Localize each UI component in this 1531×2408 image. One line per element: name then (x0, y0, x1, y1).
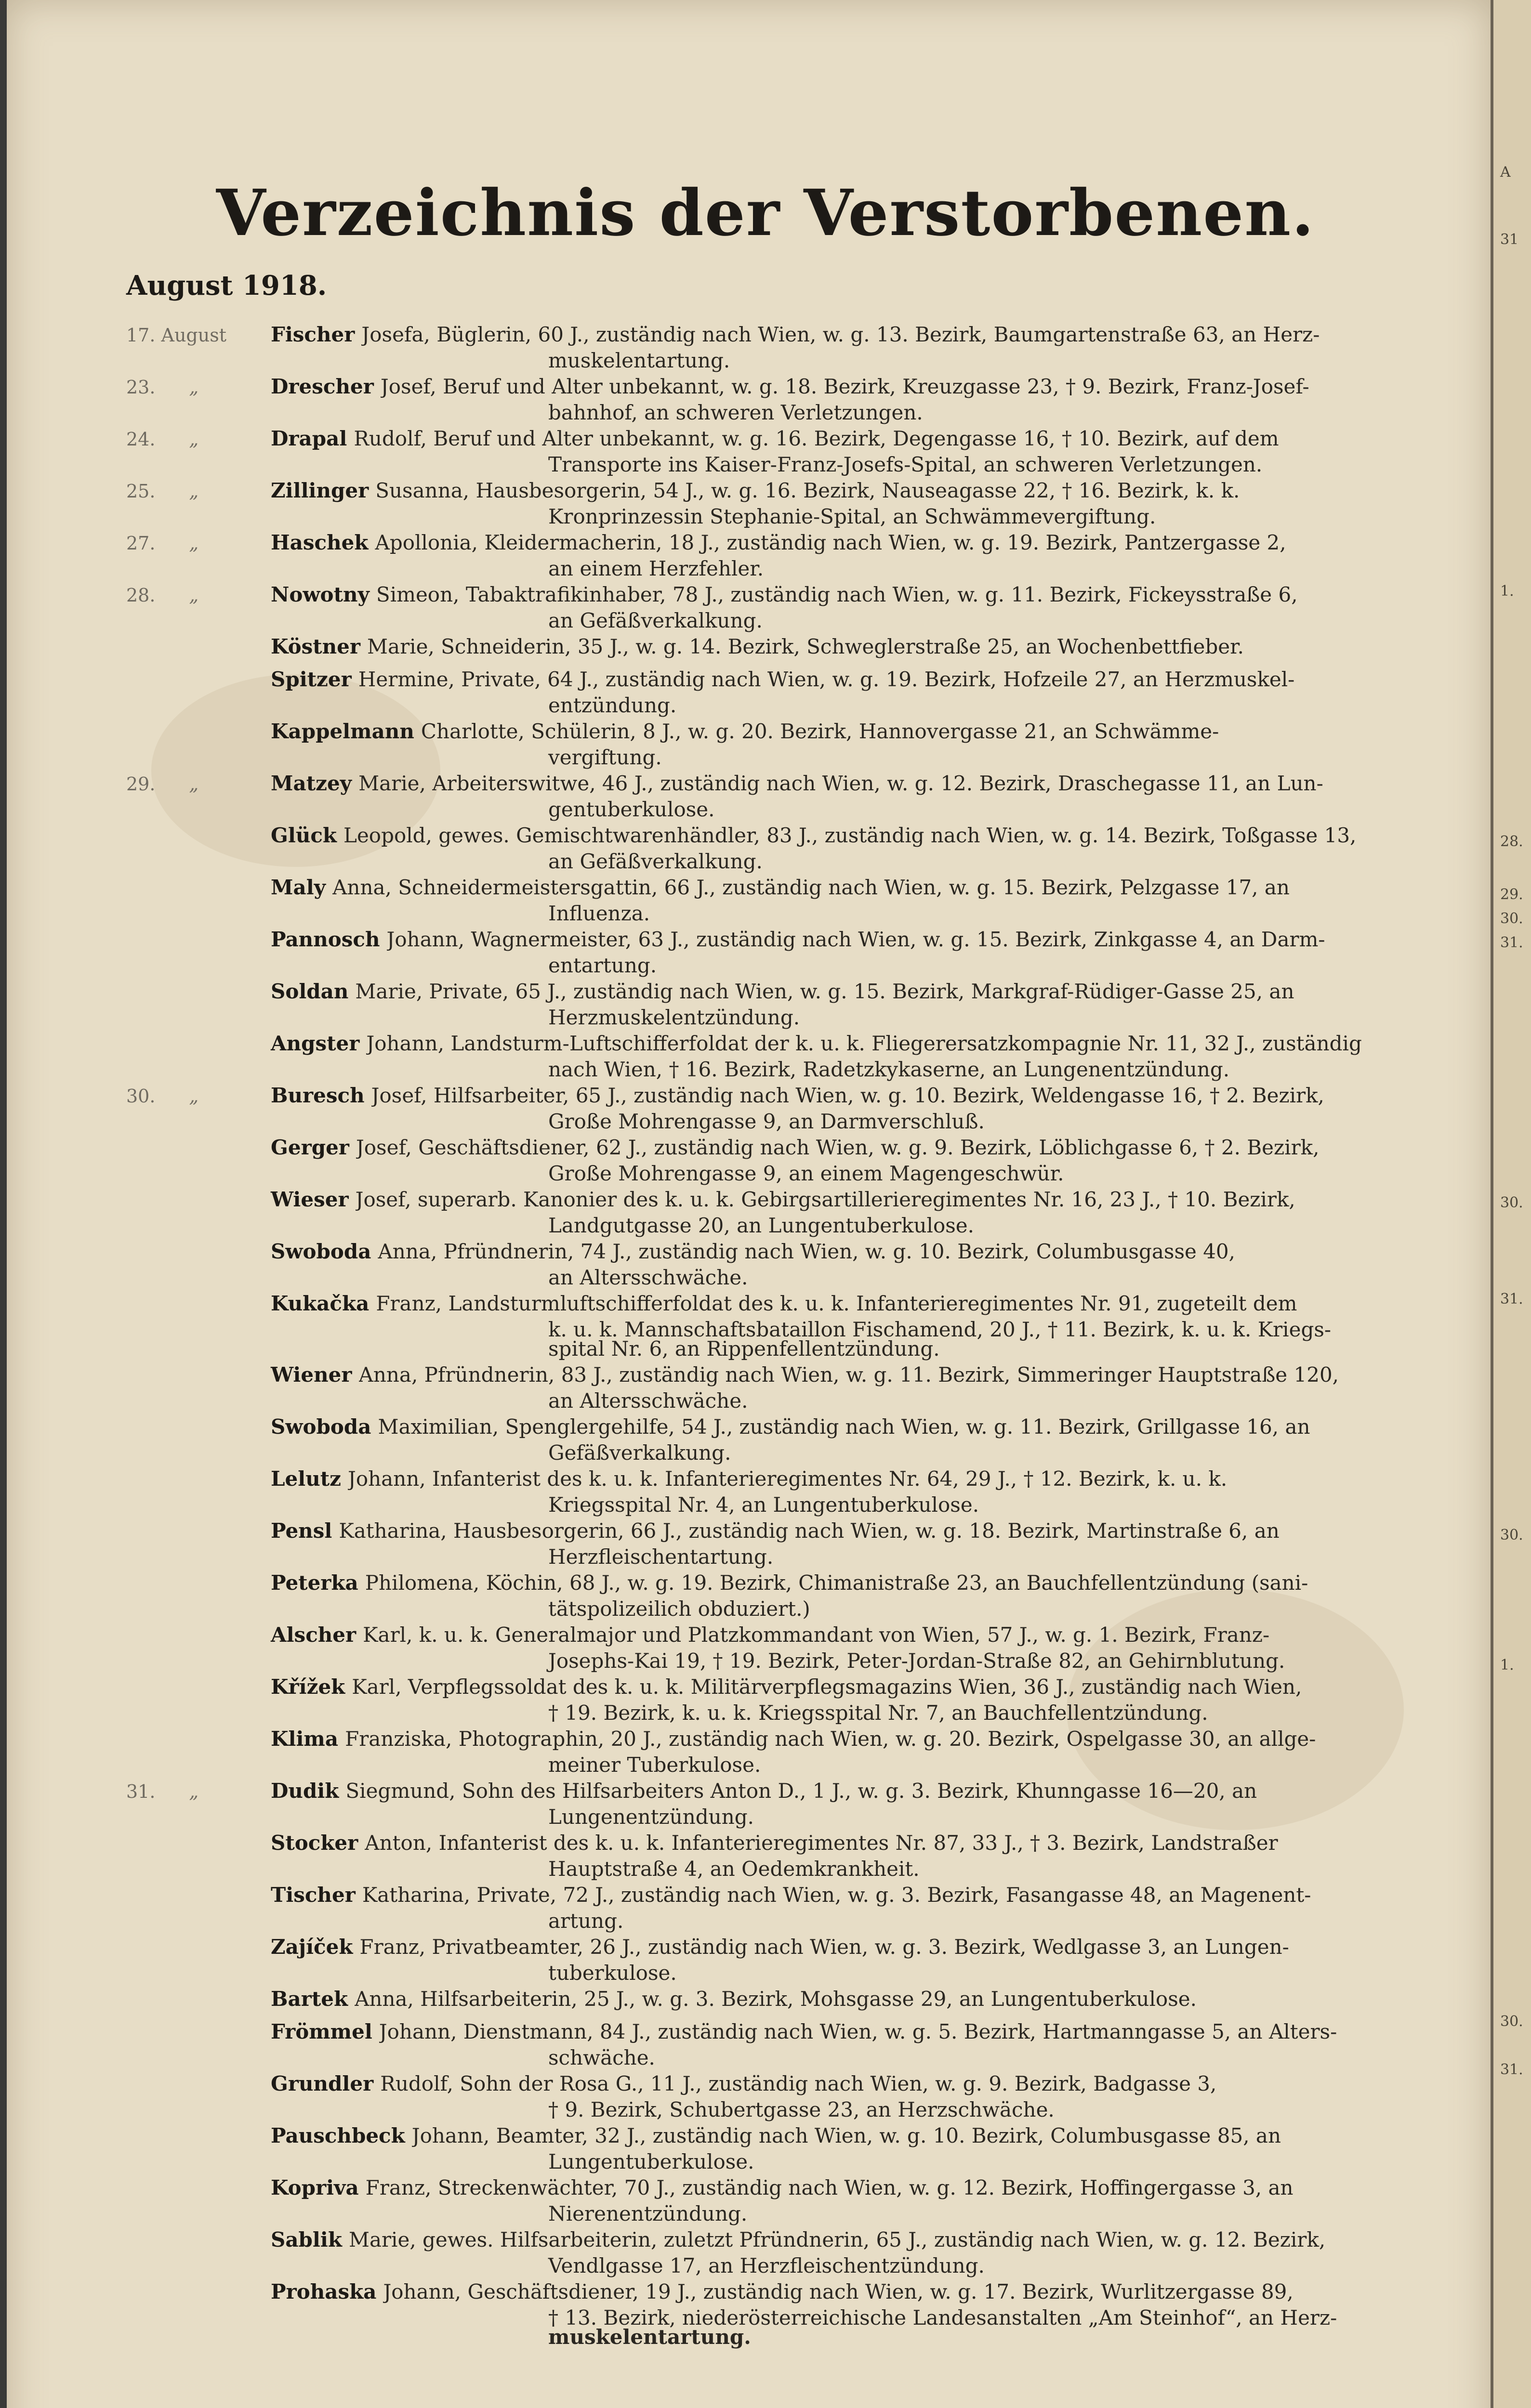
entry-details: Hermine, Private, 64 J., zuständig nach Wien, w. g. 19. Bezirk, Hofzeile 27, an Herzmuskel- (358, 667, 1295, 691)
death-register-list (126, 323, 1427, 2351)
entry-date-text: 23. (126, 377, 156, 398)
register-entry (126, 479, 1427, 531)
entry-surname: Drapal (271, 427, 347, 450)
entry-surname: Zajíček (271, 1935, 353, 1959)
entry-continuation: bahnhof, an schweren Verletzungen. (548, 401, 923, 424)
entry-date (126, 325, 271, 346)
register-entry (126, 1136, 1427, 1188)
entry-details: Apollonia, Kleidermacherin, 18 J., zuständig nach Wien, w. g. 19. Bezirk, Pantzergasse 2, (375, 531, 1286, 554)
entry-details: Josef, superarb. Kanonier des k. u. k. Gebirgsartillerieregimentes Nr. 16, 23 J., † 10. Bezirk, (355, 1188, 1295, 1211)
entry-surname: Kappelmann (271, 720, 414, 743)
entry-continuation: an Altersschwäche. (548, 1389, 748, 1413)
entry-details: Karl, Verpflegssoldat des k. u. k. Militärverpflegsmagazins Wien, 36 J., zuständig nach Wien, (352, 1675, 1302, 1699)
entry-surname: Alscher (271, 1623, 356, 1647)
entry-date-text: 28. (126, 585, 156, 606)
entry-details: Johann, Wagnermeister, 63 J., zuständig nach Wien, w. g. 15. Bezirk, Zinkgasse 4, an Darm- (386, 928, 1325, 951)
entry-surname: Fischer (271, 323, 355, 346)
entry-details: Franz, Streckenwächter, 70 J., zuständig nach Wien, w. g. 12. Bezirk, Hoffingergasse 3, an (365, 2176, 1293, 2199)
entry-continuation: spital Nr. 6, an Rippenfellentzündung. (548, 1337, 940, 1361)
ditto-mark: „ (189, 481, 199, 502)
register-entry (126, 667, 1427, 720)
entry-details: Marie, Schneiderin, 35 J., w. g. 14. Bezirk, Schweglerstraße 25, an Wochenbettfieber. (367, 635, 1244, 658)
entry-date (126, 773, 271, 795)
entry-details: Johann, Landsturm-Luftschifferfoldat der k. u. k. Fliegerersatzkompagnie Nr. 11, 32 J., zuständig (366, 1032, 1362, 1055)
entry-first-line (126, 1987, 1427, 2020)
entry-surname: Haschek (271, 531, 369, 554)
entry-continuation: an Gefäßverkalkung. (548, 850, 763, 873)
register-entry (126, 1987, 1427, 2020)
entry-continuation: entartung. (548, 954, 657, 977)
entry-continuation: Große Mohrengasse 9, an einem Magengeschwür. (548, 1162, 1064, 1185)
entry-continuation: meiner Tuberkulose. (548, 1753, 761, 1777)
entry-details: Siegmund, Sohn des Hilfsarbeiters Anton D., 1 J., w. g. 3. Bezirk, Khunngasse 16—20, an (345, 1779, 1257, 1803)
entry-details: Anna, Pfründnerin, 74 J., zuständig nach Wien, w. g. 10. Bezirk, Columbusgasse 40, (378, 1240, 1235, 1263)
entry-surname: Nowotny (271, 583, 370, 606)
register-entry (126, 1519, 1427, 1571)
entry-details: Rudolf, Beruf und Alter unbekannt, w. g. 16. Bezirk, Degengasse 16, † 10. Bezirk, auf dem (354, 427, 1279, 450)
register-entry (126, 2228, 1427, 2280)
entry-details: Franz, Privatbeamter, 26 J., zuständig nach Wien, w. g. 3. Bezirk, Wedlgasse 3, an Lungen- (359, 1935, 1289, 1959)
edge-fragment: 1. (1500, 583, 1514, 600)
entry-surname: Kukačka (271, 1292, 370, 1315)
register-entry (126, 1467, 1427, 1519)
entry-surname: Matzey (271, 772, 352, 795)
entry-date-text: 27. (126, 533, 156, 554)
ditto-mark: „ (189, 585, 199, 606)
entry-surname: Pannosch (271, 928, 380, 951)
register-entry (126, 1188, 1427, 1240)
entry-details: Franziska, Photographin, 20 J., zuständig nach Wien, w. g. 20. Bezirk, Ospelgasse 30, an allge- (345, 1727, 1316, 1751)
edge-fragment: 31. (1500, 1291, 1523, 1308)
entry-surname: Zillinger (271, 479, 369, 502)
entry-continuation: Nierenentzündung. (548, 2202, 748, 2225)
register-entry (126, 1727, 1427, 1779)
register-entry (126, 1623, 1427, 1675)
register-entry (126, 1292, 1427, 1363)
ditto-mark: „ (189, 429, 199, 450)
entry-continuation: schwäche. (548, 2046, 655, 2069)
register-entry (126, 1883, 1427, 1935)
entry-surname: Kopriva (271, 2176, 359, 2199)
entry-details: Marie, Private, 65 J., zuständig nach Wien, w. g. 15. Bezirk, Markgraf-Rüdiger-Gasse 25, an (355, 980, 1294, 1003)
register-entry (126, 1675, 1427, 1727)
entry-surname: Buresch (271, 1084, 365, 1107)
register-entry (126, 1363, 1427, 1415)
register-entry (126, 720, 1427, 772)
entry-continuation: Influenza. (548, 902, 650, 925)
register-entry (126, 876, 1427, 928)
entry-surname: Bartek (271, 1987, 348, 2011)
register-entry (126, 427, 1427, 479)
entry-continuation: Kriegsspital Nr. 4, an Lungentuberkulose. (548, 1493, 979, 1517)
entry-date-text: 24. (126, 429, 156, 450)
entry-surname: Spitzer (271, 667, 352, 691)
entry-continuation: muskelentartung. (548, 2325, 751, 2349)
entry-details: Charlotte, Schülerin, 8 J., w. g. 20. Bezirk, Hannovergasse 21, an Schwämme- (421, 720, 1219, 743)
entry-date-text: 31. (126, 1781, 156, 1802)
month-heading: August 1918. (126, 270, 327, 301)
entry-date (126, 377, 271, 398)
page-title: Verzeichnis der Verstorbenen. (216, 176, 1315, 250)
entry-details: Katharina, Private, 72 J., zuständig nach Wien, w. g. 3. Bezirk, Fasangasse 48, an Magenent- (362, 1883, 1311, 1907)
entry-details: Josef, Geschäftsdiener, 62 J., zuständig nach Wien, w. g. 9. Bezirk, Löblichgasse 6, † 2. Bezirk, (356, 1136, 1320, 1159)
ditto-mark: „ (189, 773, 199, 795)
entry-continuation: vergiftung. (548, 746, 662, 769)
ditto-mark: „ (189, 533, 199, 554)
register-entry (126, 2280, 1427, 2351)
edge-fragment: 28. (1500, 833, 1523, 850)
register-entry (126, 1571, 1427, 1623)
edge-fragment: 30. (1500, 1527, 1523, 1544)
register-entry (126, 2176, 1427, 2228)
entry-surname: Angster (271, 1032, 360, 1055)
register-entry (126, 1240, 1427, 1292)
entry-continuation: Herzmuskelentzündung. (548, 1006, 800, 1029)
edge-fragment: A (1500, 164, 1511, 181)
register-entry (126, 583, 1427, 635)
entry-details: Anna, Pfründnerin, 83 J., zuständig nach Wien, w. g. 11. Bezirk, Simmeringer Hauptstraße 120, (358, 1363, 1339, 1387)
entry-surname: Prohaska (271, 2280, 377, 2303)
entry-details: Anna, Hilfsarbeiterin, 25 J., w. g. 3. Bezirk, Mohsgasse 29, an Lungentuberkulose. (355, 1987, 1197, 2011)
entry-surname: Swoboda (271, 1240, 371, 1263)
entry-continuation: Herzfleischentartung. (548, 1545, 774, 1569)
entry-continuation: Lungenentzündung. (548, 1805, 754, 1829)
entry-details: Josefa, Büglerin, 60 J., zuständig nach Wien, w. g. 13. Bezirk, Baumgartenstraße 63, an Herz- (361, 323, 1320, 346)
entry-continuation: an Gefäßverkalkung. (548, 609, 763, 632)
ditto-mark: „ (189, 1781, 199, 1802)
register-entry (126, 635, 1427, 667)
edge-fragment: 1. (1500, 1657, 1514, 1674)
entry-continuation: an einem Herzfehler. (548, 557, 764, 580)
entry-continuation: artung. (548, 1909, 624, 1933)
entry-details: Marie, gewes. Hilfsarbeiterin, zuletzt Pfründnerin, 65 J., zuständig nach Wien, w. g. 12. Bezirk, (348, 2228, 1326, 2251)
adjacent-page-edge (1491, 0, 1531, 2408)
entry-details: Johann, Dienstmann, 84 J., zuständig nach Wien, w. g. 5. Bezirk, Hartmanngasse 5, an Alters- (379, 2020, 1337, 2043)
entry-details: Johann, Infanterist des k. u. k. Infanterieregimentes Nr. 64, 29 J., † 12. Bezirk, k. u. k. (348, 1467, 1227, 1491)
register-entry (126, 824, 1427, 876)
edge-fragment: 29. (1500, 886, 1523, 903)
entry-details: Philomena, Köchin, 68 J., w. g. 19. Bezirk, Chimanistraße 23, an Bauchfellentzündung (sani- (365, 1571, 1308, 1595)
ditto-mark: „ (189, 1086, 199, 1107)
entry-details: Susanna, Hausbesorgerin, 54 J., w. g. 16. Bezirk, Nauseagasse 22, † 16. Bezirk, k. k. (375, 479, 1240, 502)
entry-date (126, 1086, 271, 1107)
register-entry (126, 772, 1427, 824)
entry-continuation: tätspolizeilich obduziert.) (548, 1597, 810, 1621)
entry-continuation: an Altersschwäche. (548, 1266, 748, 1289)
register-entry (126, 1831, 1427, 1883)
edge-fragment: 30. (1500, 1194, 1523, 1211)
register-entry (126, 1779, 1427, 1831)
entry-continuation: † 9. Bezirk, Schubertgasse 23, an Herzschwäche. (548, 2098, 1055, 2121)
register-entry (126, 928, 1427, 980)
entry-date-text: 29. (126, 773, 156, 795)
register-entry (126, 1935, 1427, 1987)
entry-date-text: 17. August (126, 325, 226, 346)
entry-surname: Maly (271, 876, 326, 899)
register-entry (126, 531, 1427, 583)
entry-details: Simeon, Tabaktrafikinhaber, 78 J., zuständig nach Wien, w. g. 11. Bezirk, Fickeysstraße 6, (376, 583, 1298, 606)
entry-continuation: Kronprinzessin Stephanie-Spital, an Schwämmevergiftung. (548, 505, 1156, 528)
entry-surname: Křížek (271, 1675, 345, 1699)
entry-details: Josef, Beruf und Alter unbekannt, w. g. 18. Bezirk, Kreuzgasse 23, † 9. Bezirk, Franz-Josef- (380, 375, 1309, 398)
entry-continuation: Gefäßverkalkung. (548, 1441, 731, 1465)
entry-surname: Wiener (271, 1363, 352, 1387)
register-entry (126, 1084, 1427, 1136)
entry-continuation: † 13. Bezirk, niederösterreichische Landesanstalten „Am Steinhof“, an Herz- (548, 2306, 1337, 2329)
entry-surname: Glück (271, 824, 337, 847)
entry-continuation: entzündung. (548, 694, 677, 717)
entry-first-line (126, 635, 1427, 667)
entry-continuation: Hauptstraße 4, an Oedemkrankheit. (548, 1857, 920, 1881)
entry-surname: Dudik (271, 1779, 339, 1803)
entry-surname: Grundler (271, 2072, 374, 2095)
register-entry (126, 323, 1427, 375)
entry-surname: Wieser (271, 1188, 349, 1211)
entry-continuation: muskelentartung. (548, 349, 730, 372)
register-entry (126, 2020, 1427, 2072)
entry-continuation: Josephs-Kai 19, † 19. Bezirk, Peter-Jordan-Straße 82, an Gehirnblutung. (548, 1649, 1285, 1673)
entry-details: Anton, Infanterist des k. u. k. Infanterieregimentes Nr. 87, 33 J., † 3. Bezirk, Landstraßer (365, 1831, 1278, 1855)
entry-surname: Soldan (271, 980, 349, 1003)
register-entry (126, 2124, 1427, 2176)
entry-surname: Stocker (271, 1831, 358, 1855)
entry-date (126, 429, 271, 450)
entry-continuation: Landgutgasse 20, an Lungentuberkulose. (548, 1214, 975, 1237)
entry-date-text: 30. (126, 1086, 156, 1107)
edge-fragment: 31. (1500, 934, 1523, 951)
edge-fragment: 31 (1500, 231, 1519, 248)
entry-details: Katharina, Hausbesorgerin, 66 J., zuständig nach Wien, w. g. 18. Bezirk, Martinstraße 6, an (339, 1519, 1280, 1543)
entry-continuation: nach Wien, † 16. Bezirk, Radetzkykaserne, an Lungenentzündung. (548, 1058, 1230, 1081)
entry-date (126, 533, 271, 554)
entry-surname: Klima (271, 1727, 339, 1751)
entry-surname: Lelutz (271, 1467, 341, 1491)
edge-fragment: 30. (1500, 910, 1523, 927)
entry-date (126, 481, 271, 502)
entry-details: Johann, Beamter, 32 J., zuständig nach Wien, w. g. 10. Bezirk, Columbusgasse 85, an (411, 2124, 1281, 2147)
entry-surname: Drescher (271, 375, 374, 398)
entry-surname: Gerger (271, 1136, 349, 1159)
entry-details: Johann, Geschäftsdiener, 19 J., zuständig nach Wien, w. g. 17. Bezirk, Wurlitzergasse 89, (383, 2280, 1293, 2303)
entry-continuation: Vendlgasse 17, an Herzfleischentzündung. (548, 2254, 985, 2277)
entry-details: Maximilian, Spenglergehilfe, 54 J., zuständig nach Wien, w. g. 11. Bezirk, Grillgasse 16, an (378, 1415, 1310, 1439)
entry-surname: Swoboda (271, 1415, 371, 1439)
entry-continuation: gentuberkulose. (548, 798, 715, 821)
entry-date-text: 25. (126, 481, 156, 502)
entry-details: Rudolf, Sohn der Rosa G., 11 J., zuständig nach Wien, w. g. 9. Bezirk, Badgasse 3, (380, 2072, 1217, 2095)
register-entry (126, 375, 1427, 427)
entry-continuation: tuberkulose. (548, 1961, 677, 1985)
entry-continuation: Große Mohrengasse 9, an Darmverschluß. (548, 1110, 985, 1133)
entry-continuation: k. u. k. Mannschaftsbataillon Fischamend, 20 J., † 11. Bezirk, k. u. k. Kriegs- (548, 1318, 1332, 1341)
entry-details: Karl, k. u. k. Generalmajor und Platzkommandant von Wien, 57 J., w. g. 1. Bezirk, Franz- (363, 1623, 1270, 1647)
entry-continuation: Transporte ins Kaiser-Franz-Josefs-Spital, an schweren Verletzungen. (548, 453, 1263, 476)
entry-date (126, 585, 271, 606)
entry-surname: Pauschbeck (271, 2124, 405, 2147)
entry-surname: Köstner (271, 635, 361, 658)
edge-fragment: 31. (1500, 2061, 1523, 2078)
entry-details: Anna, Schneidermeistersgattin, 66 J., zuständig nach Wien, w. g. 15. Bezirk, Pelzgasse 17, an (332, 876, 1290, 899)
entry-surname: Pensl (271, 1519, 332, 1543)
entry-surname: Sablik (271, 2228, 342, 2251)
entry-continuation: Lungentuberkulose. (548, 2150, 754, 2173)
register-entry (126, 1032, 1427, 1084)
entry-details: Marie, Arbeiterswitwe, 46 J., zuständig nach Wien, w. g. 12. Bezirk, Draschegasse 11, an Lun- (358, 772, 1323, 795)
register-entry (126, 1415, 1427, 1467)
entry-surname: Peterka (271, 1571, 358, 1595)
register-entry (126, 980, 1427, 1032)
ditto-mark: „ (189, 377, 199, 398)
register-entry (126, 2072, 1427, 2124)
entry-details: Leopold, gewes. Gemischtwarenhändler, 83 J., zuständig nach Wien, w. g. 14. Bezirk, Toßgasse 13, (343, 824, 1357, 847)
entry-details: Josef, Hilfsarbeiter, 65 J., zuständig nach Wien, w. g. 10. Bezirk, Weldengasse 16, † 2. Bezirk, (371, 1084, 1324, 1107)
entry-surname: Frömmel (271, 2020, 372, 2043)
edge-fragment: 30. (1500, 2013, 1523, 2030)
entry-details: Franz, Landsturmluftschifferfoldat des k. u. k. Infanterieregimentes Nr. 91, zugeteilt dem (376, 1292, 1297, 1315)
entry-surname: Tischer (271, 1883, 356, 1907)
entry-continuation: † 19. Bezirk, k. u. k. Kriegsspital Nr. 7, an Bauchfellentzündung. (548, 1701, 1208, 1725)
entry-date (126, 1781, 271, 1802)
